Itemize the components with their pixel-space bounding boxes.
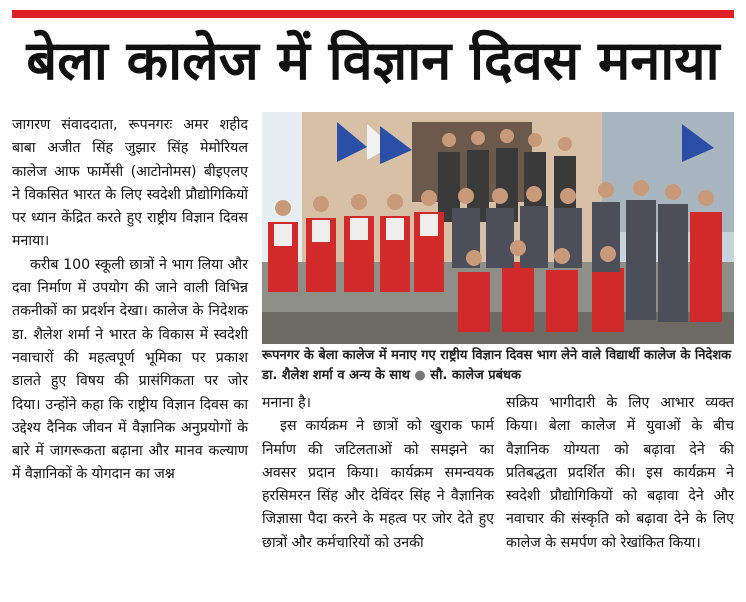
photo-caption (262, 346, 734, 386)
paragraph-3: मनाना है। (262, 395, 312, 411)
headline: बेला कालेज में विज्ञान दिवस मनाया (26, 29, 720, 92)
article-column-1 (12, 114, 248, 487)
caption-text: रूपनगर के बेला कालेज में मनाए गए राष्ट्रीय विज्ञान दिवस भाग लेने वाले विद्यार्थी कालेज के निदेशक डा. शैलेश शर्मा व अन्य के साथ (262, 348, 732, 383)
caption-separator-dot: ● (409, 368, 431, 383)
article-column-2 (262, 392, 494, 555)
group-photo-illustration (262, 112, 734, 344)
top-accent-bar (12, 10, 734, 18)
paragraph-1: जागरण संवाददाता, रूपनगरः अमर शहीद बाबा अजीत सिंह जुझार सिंह मेमोरियल कालेज आफ फार्मेसी (आटोनोमस) बीइएलए ने विकसित भारत के लिए स्वदेशी प्रौद्योगिकियों पर ध्यान केंद्रित करते हुए राष्ट्रीय विज्ञान दिवस मनाया। (12, 117, 248, 250)
caption-credit: सौ. कालेज प्रबंधक (430, 368, 522, 383)
event-photo (262, 112, 734, 344)
article-column-3 (506, 392, 734, 555)
paragraph-5: सक्रिय भागीदारी के लिए आभार व्यक्त किया। बेला कालेज में युवाओं के बीच वैज्ञानिक योग्यता को बढ़ावा देने की प्रतिबद्धता प्रदर्शित की। इस कार्यक्रम ने स्वदेशी प्रौद्योगिकियों को बढ़ावा देने और नवाचार की संस्कृति को बढ़ावा देने के लिए कालेज के समर्पण को रेखांकित किया। (506, 395, 734, 551)
paragraph-4: इस कार्यक्रम ने छात्रों को खुराक फार्म निर्माण की जटिलताओं को समझने का अवसर प्रदान किया। कार्यक्रम समन्वयक हरसिमरन सिंह और देविंदर सिंह ने वैज्ञानिक जिज्ञासा पैदा करने के महत्व पर जोर देते हुए छात्रों और कर्मचारियों को उनकी (262, 418, 494, 551)
paragraph-2: करीब 100 स्कूली छात्रों ने भाग लिया और दवा निर्माण में उपयोग की जाने वाली विभिन्न तकनीकों का प्रदर्शन देखा। कालेज के निदेशक डा. शैलेश शर्मा ने भारत के विकास में स्वदेशी नवाचारों की महत्वपूर्ण भूमिका पर प्रकाश डालते हुए विषय की प्रासंगिकता पर जोर दिया। उन्होंने कहा कि राष्ट्रीय विज्ञान दिवस का उद्देश्य दैनिक जीवन में वैज्ञानिक अनुप्रयोगों के बारे में जागरूकता बढ़ाना और मानव कल्याण में वैज्ञानिकों के योगदान का जश्न (12, 256, 248, 483)
